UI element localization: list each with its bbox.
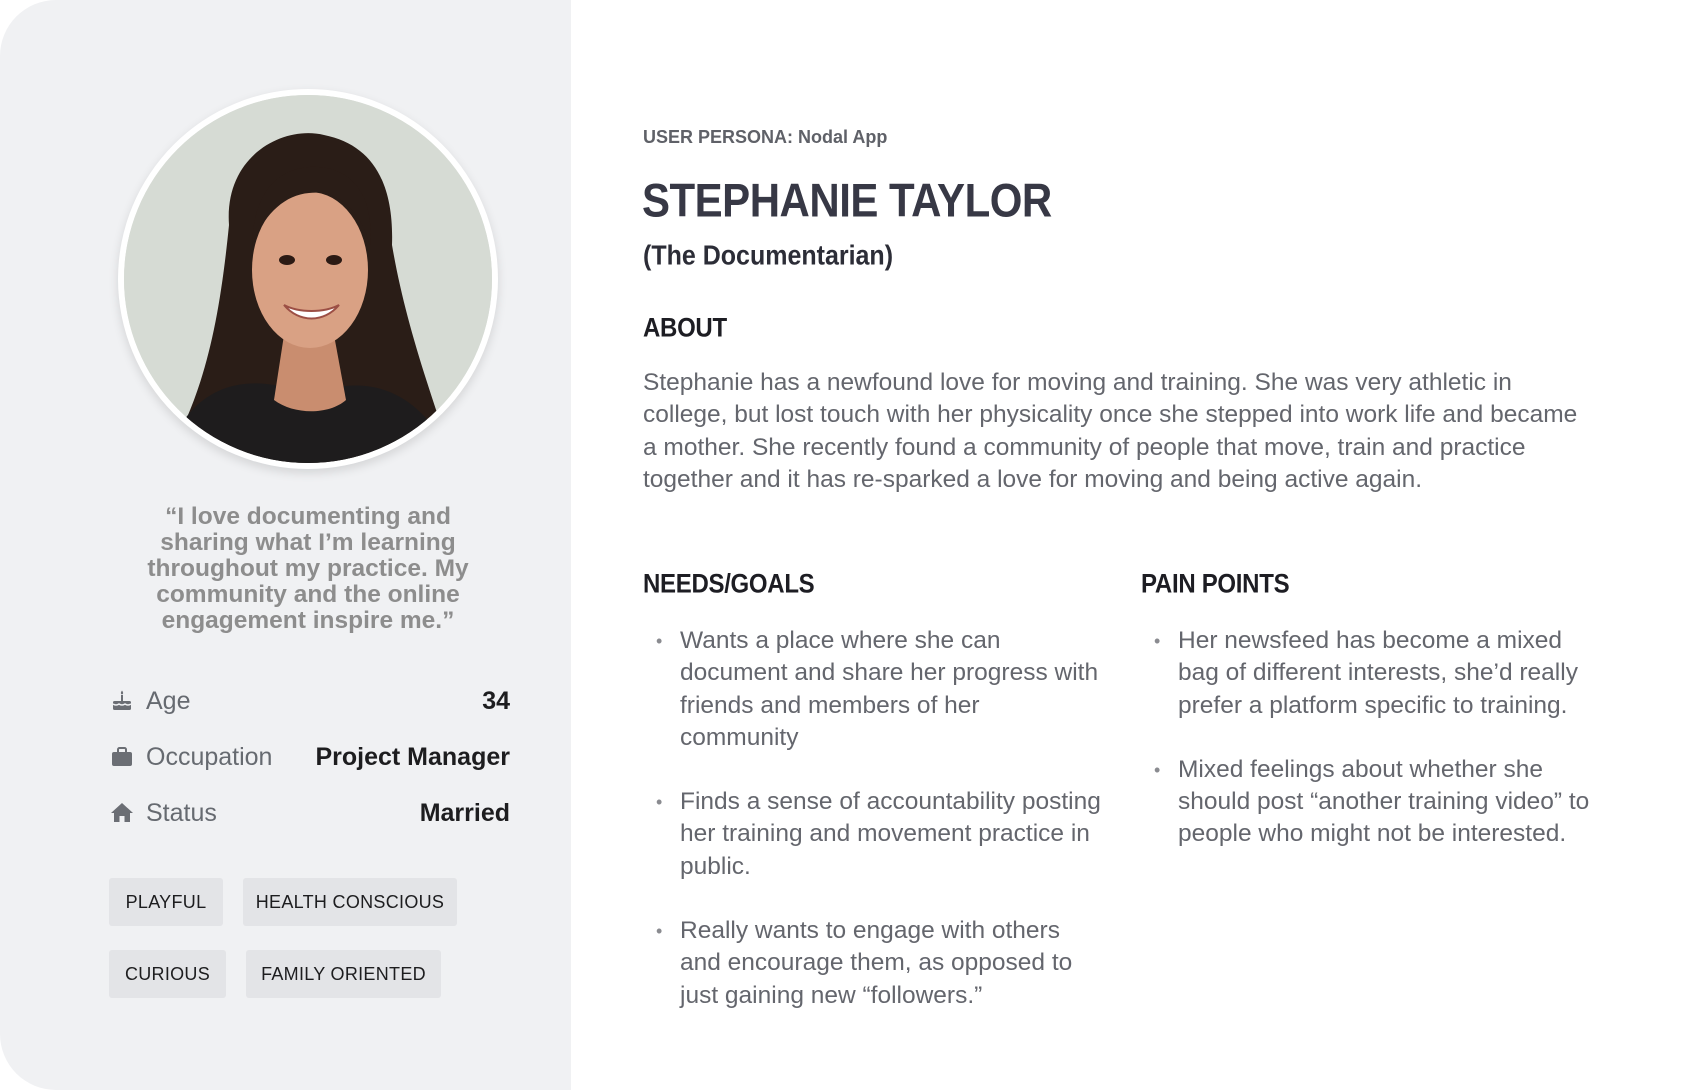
needs-goals-heading: NEEDS/GOALS — [643, 569, 815, 600]
pain-points-list — [1142, 625, 1602, 883]
attribute-status — [110, 796, 510, 830]
bullet-icon: • — [656, 792, 663, 813]
about-text: Stephanie has a newfound love for moving and training. She was very athletic in college, but lost touch with her physicality once she stepped into work life and became a mother. She recently found a community of people that move, train and practice together and it has re-sparked a love for moving and being active again. — [643, 369, 1578, 493]
list-item-text: Mixed feelings about whether she should post “another training video” to people who might not be interested. — [1178, 755, 1590, 848]
bullet-icon: • — [656, 631, 663, 651]
list-item-text: Finds a sense of accountability posting her training and movement practice in public. — [680, 788, 1101, 880]
attribute-value: Married — [419, 798, 510, 827]
bullet-icon: • — [1154, 759, 1161, 780]
attribute-value: Project Manager — [315, 742, 510, 771]
home-icon — [110, 801, 134, 825]
list-item — [644, 625, 1104, 754]
persona-eyebrow: USER PERSONA: Nodal App — [643, 127, 888, 147]
list-item — [1142, 625, 1602, 722]
about-heading: ABOUT — [643, 313, 727, 344]
list-item-text: Her newsfeed has become a mixed bag of different interests, she’d really prefer a platform specific to training. — [1178, 627, 1578, 719]
attribute-label: Status — [146, 798, 217, 827]
tag-curious: CURIOUS — [109, 950, 226, 998]
cake-icon — [110, 689, 134, 713]
attribute-label: Age — [146, 686, 191, 715]
attribute-label: Occupation — [146, 742, 273, 771]
tag-playful: PLAYFUL — [109, 878, 223, 926]
list-item — [1142, 754, 1602, 851]
bullet-icon: • — [1154, 631, 1161, 651]
persona-quote: “I love documenting and sharing what I’m learning throughout my practice. My community and the online engagement inspire me.” — [147, 503, 469, 634]
list-item — [644, 786, 1104, 883]
persona-sidebar — [0, 0, 571, 1090]
pain-points-heading: PAIN POINTS — [1141, 569, 1290, 600]
avatar — [118, 89, 498, 469]
attribute-age — [110, 684, 510, 718]
persona-subtitle: (The Documentarian) — [643, 240, 894, 272]
profile-photo — [124, 95, 492, 463]
tag-family-oriented: FAMILY ORIENTED — [246, 950, 441, 998]
bullet-icon: • — [656, 921, 663, 942]
attribute-value: 34 — [482, 686, 510, 715]
persona-name: STEPHANIE TAYLOR — [642, 174, 1052, 227]
list-item-text: Really wants to engage with others and encourage them, as opposed to just gaining new “followers.” — [680, 917, 1073, 1009]
list-item — [644, 915, 1104, 1012]
needs-goals-list — [644, 625, 1104, 1044]
briefcase-icon — [110, 745, 134, 769]
tag-health-conscious: HEALTH CONSCIOUS — [243, 878, 457, 926]
attribute-occupation — [110, 740, 510, 774]
list-item-text: Wants a place where she can document and share her progress with friends and members of her community — [680, 627, 1099, 751]
